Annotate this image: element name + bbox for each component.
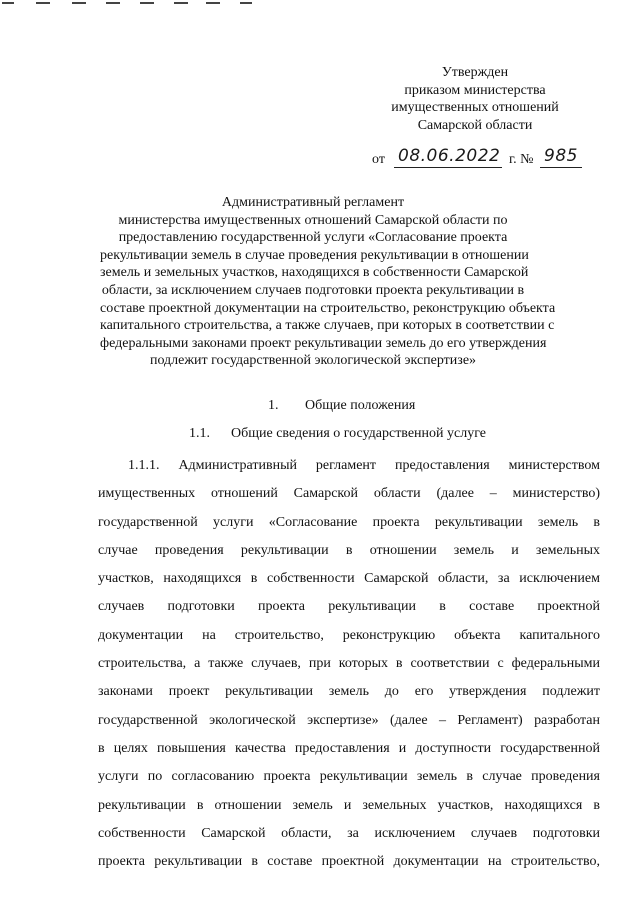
paragraph-line: проекта рекультивации в составе проектной документации на строительство, [98, 854, 600, 870]
subsection-number: 1.1. [189, 426, 210, 441]
order-date-handwritten: 08.06.2022 [398, 146, 501, 166]
paragraph-line: в целях повышения качества предоставления и доступности государственной [98, 740, 600, 756]
paragraph-line: услуги по согласованию проекта рекультивации земель в случае проведения [98, 769, 600, 785]
title-line: области, за исключением случаев подготовки проекта рекультивации в [101, 282, 525, 298]
title-line: подлежит государственной экологической экспертизе» [149, 353, 477, 369]
section-title: Общие положения [305, 398, 416, 413]
approval-line: Самарской области [417, 117, 533, 133]
paragraph-line: строительства, а также случаев, при которых в соответствии с федеральными [98, 656, 600, 672]
paragraph-line: случаев подготовки проекта рекультивации в составе проектной [98, 599, 600, 615]
section-number: 1. [268, 398, 279, 413]
order-date-number [372, 146, 612, 172]
paragraph-line: рекультивации в отношении земель и земельных участков, находящихся в [98, 797, 600, 813]
title-line: министерства имущественных отношений Самарской области по [118, 212, 508, 228]
body-paragraph [98, 452, 600, 876]
title-line: предоставлению государственной услуги «Согласование проекта [118, 230, 508, 246]
paragraph-line: участков, находящихся в собственности Самарской области, за исключением [98, 571, 600, 587]
paragraph-line: государственной услуги «Согласование проекта рекультивации земель в [98, 514, 600, 530]
approval-block [360, 64, 590, 134]
paragraph-line: собственности Самарской области, за исключением случаев подготовки [98, 825, 600, 841]
paragraph-line: законами проект рекультивации земель до его утверждения подлежит [98, 684, 600, 700]
paragraph-line: 1.1.1. Административный регламент предоставления министерством [128, 458, 600, 473]
paragraph-line: документации на строительство, реконструкцию объекта капитального [98, 627, 600, 643]
paragraph-line: государственной экологической экспертизе» (далее – Регламент) разработан [98, 712, 600, 728]
approval-line: Утвержден [441, 65, 509, 80]
approval-line: приказом министерства [404, 82, 546, 98]
approval-line: имущественных отношений [391, 100, 559, 115]
order-prefix: от [372, 152, 385, 167]
paragraph-line: имущественных отношений Самарской области (далее – министерство) [98, 486, 600, 502]
title-line: рекультивации земель в случае проведения рекультивации в отношении [100, 247, 529, 263]
scan-edge-dashes [0, 0, 300, 6]
title-line: Административный регламент [221, 195, 405, 210]
paragraph-line: случае проведения рекультивации в отношении земель и земельных [98, 542, 600, 558]
number-underline [540, 167, 582, 168]
title-line: составе проектной документации на строительство, реконструкцию объекта [100, 300, 556, 316]
document-title [100, 194, 556, 370]
date-underline [394, 167, 502, 168]
order-number-handwritten: 985 [544, 146, 578, 166]
title-line: федеральными законами проект рекультивации земель до его утверждения [100, 335, 547, 351]
title-line: капитального строительства, а также случаев, при которых в соответствии с [100, 318, 555, 334]
subsection-title: Общие сведения о государственной услуге [231, 426, 487, 441]
order-number-label: г. № [509, 152, 534, 167]
title-line: земель и земельных участков, находящихся в собственности Самарской [100, 265, 529, 281]
